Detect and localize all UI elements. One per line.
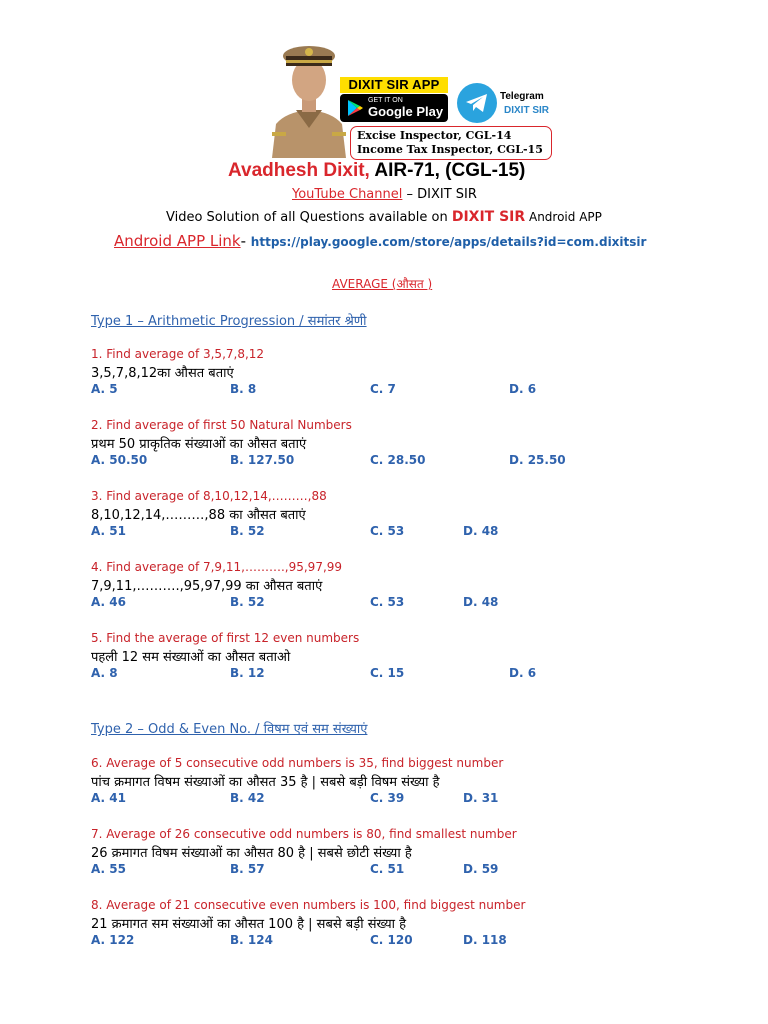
option-c: C. 7 — [370, 382, 396, 396]
android-app-link-line — [114, 232, 646, 250]
option-d: D. 6 — [509, 666, 537, 680]
telegram-icon[interactable] — [457, 83, 497, 123]
author-name-line — [228, 160, 525, 182]
question-english: 8. Average of 21 consecutive even numbers is 100, find biggest number — [91, 898, 526, 912]
youtube-channel-name: – DIXIT SIR — [402, 187, 477, 202]
option-c: C. 28.50 — [370, 453, 426, 467]
option-b: B. 127.50 — [230, 453, 295, 467]
option-c: C. 39 — [370, 791, 405, 805]
option-b: B. 52 — [230, 524, 265, 538]
video-prefix: Video Solution of all Questions available on — [166, 210, 452, 225]
option-b: B. 8 — [230, 382, 257, 396]
option-b: B. 52 — [230, 595, 265, 609]
option-b: B. 124 — [230, 933, 273, 947]
option-a: A. 41 — [91, 791, 126, 805]
question-hindi: पहली 12 सम संख्याओं का औसत बताओ — [91, 650, 291, 665]
question-english: 5. Find the average of first 12 even numbers — [91, 631, 360, 645]
telegram-name: DIXIT SIR — [504, 105, 550, 116]
question-hindi: पांच क्रमागत विषम संख्याओं का औसत 35 है | सबसे बड़ी विषम संख्या है — [91, 775, 440, 790]
option-a: A. 122 — [91, 933, 135, 947]
google-play-badge[interactable] — [340, 94, 448, 122]
play-store-icon — [346, 99, 364, 117]
option-c: C. 51 — [370, 862, 405, 876]
option-c: C. 15 — [370, 666, 405, 680]
question-english: 4. Find average of 7,9,11,……….,95,97,99 — [91, 560, 343, 574]
app-title-badge: DIXIT SIR APP — [340, 77, 448, 93]
video-suffix: Android APP — [525, 210, 602, 224]
option-d: D. 6 — [509, 382, 537, 396]
question-english: 1. Find average of 3,5,7,8,12 — [91, 347, 265, 361]
option-c: C. 53 — [370, 524, 405, 538]
question-hindi: 7,9,11,……….,95,97,99 का औसत बताएं — [91, 579, 323, 594]
option-c: C. 53 — [370, 595, 405, 609]
option-a: A. 51 — [91, 524, 126, 538]
option-c: C. 120 — [370, 933, 413, 947]
option-d: D. 48 — [463, 524, 499, 538]
question-english: 3. Find average of 8,10,12,14,………,88 — [91, 489, 327, 503]
post-line-2: Income Tax Inspector, CGL-15 — [357, 143, 543, 156]
question-english: 7. Average of 26 consecutive odd numbers is 80, find smallest number — [91, 827, 517, 841]
option-a: A. 8 — [91, 666, 118, 680]
android-app-url[interactable]: https://play.google.com/store/apps/details?id=com.dixitsir — [250, 235, 647, 249]
question-hindi: 21 क्रमागत सम संख्याओं का औसत 100 है | सबसे बड़ी संख्या है — [91, 917, 407, 932]
option-d: D. 31 — [463, 791, 499, 805]
option-d: D. 118 — [463, 933, 507, 947]
gplay-small-text: GET IT ON — [368, 97, 403, 104]
video-solution-line — [166, 209, 602, 225]
gplay-big-text: Google Play — [368, 104, 444, 119]
option-b: B. 42 — [230, 791, 265, 805]
author-rank: AIR-71, (CGL-15) — [369, 160, 526, 181]
youtube-channel-link[interactable]: YouTube Channel — [292, 187, 403, 202]
android-app-link-label: Android APP Link — [114, 232, 241, 250]
option-d: D. 48 — [463, 595, 499, 609]
question-hindi: प्रथम 50 प्राकृतिक संख्याओं का औसत बताएं — [91, 437, 307, 452]
option-b: B. 57 — [230, 862, 265, 876]
question-english: 6. Average of 5 consecutive odd numbers is 35, find biggest number — [91, 756, 504, 770]
section-title-type-1: Type 1 – Arithmetic Progression / समांतर श्रेणी — [91, 314, 367, 329]
option-a: A. 55 — [91, 862, 126, 876]
post-line-1: Excise Inspector, CGL-14 — [357, 129, 512, 142]
option-b: B. 12 — [230, 666, 265, 680]
youtube-line — [292, 187, 477, 202]
question-english: 2. Find average of first 50 Natural Numbers — [91, 418, 352, 432]
question-hindi: 3,5,7,8,12का औसत बताएं — [91, 366, 234, 381]
author-name: Avadhesh Dixit, — [228, 160, 370, 181]
post-info-box — [350, 126, 552, 160]
option-d: D. 25.50 — [509, 453, 566, 467]
option-a: A. 50.50 — [91, 453, 148, 467]
option-a: A. 46 — [91, 595, 126, 609]
officer-photo — [266, 28, 352, 158]
android-app-link-sep: - — [240, 232, 251, 250]
question-hindi: 26 क्रमागत विषम संख्याओं का औसत 80 है | सबसे छोटी संख्या है — [91, 846, 412, 861]
option-d: D. 59 — [463, 862, 499, 876]
section-title-type-2: Type 2 – Odd & Even No. / विषम एवं सम संख्याएं — [91, 722, 368, 737]
page-heading: AVERAGE (औसत ) — [332, 277, 433, 291]
video-brand: DIXIT SIR — [451, 209, 526, 225]
header-banner — [228, 24, 554, 158]
telegram-label: Telegram — [500, 91, 544, 102]
question-hindi: 8,10,12,14,………,88 का औसत बताएं — [91, 508, 306, 523]
option-a: A. 5 — [91, 382, 118, 396]
